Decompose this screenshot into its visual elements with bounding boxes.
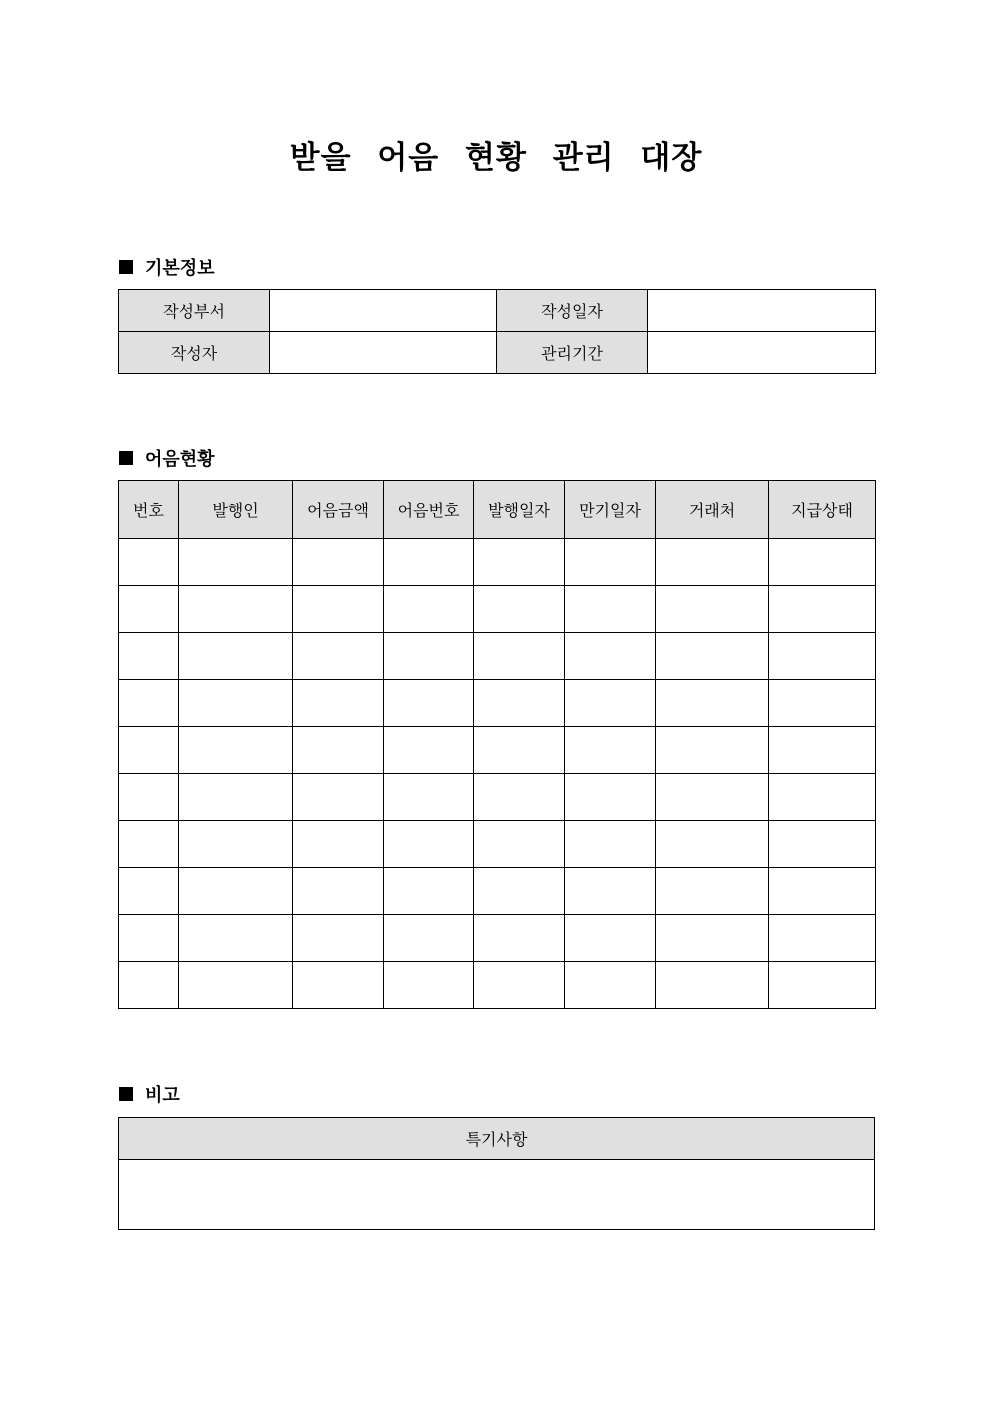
basic-info-table: [118, 289, 876, 374]
table-cell[interactable]: [119, 539, 179, 586]
date-field[interactable]: [648, 290, 876, 332]
table-cell[interactable]: [565, 539, 656, 586]
bill-status-header-row: [119, 481, 876, 539]
table-cell[interactable]: [656, 915, 769, 962]
department-field[interactable]: [270, 290, 497, 332]
table-row: [119, 680, 876, 727]
table-row: [119, 868, 876, 915]
table-cell[interactable]: [474, 774, 565, 821]
remarks-heading: [119, 1081, 180, 1107]
remarks-header-row: [119, 1118, 875, 1160]
table-cell[interactable]: [293, 680, 384, 727]
table-cell[interactable]: [656, 962, 769, 1009]
bill-status-heading-label: 어음현황: [145, 449, 215, 470]
column-header: 발행인: [179, 481, 293, 539]
column-header: 어음번호: [384, 481, 474, 539]
period-label: 관리기간: [497, 332, 648, 374]
table-cell[interactable]: [119, 774, 179, 821]
table-cell[interactable]: [293, 821, 384, 868]
table-cell[interactable]: [384, 633, 474, 680]
table-row: [119, 727, 876, 774]
table-cell[interactable]: [293, 539, 384, 586]
table-cell[interactable]: [656, 539, 769, 586]
special-notes-label: 특기사항: [119, 1118, 875, 1160]
table-row: [119, 915, 876, 962]
table-cell[interactable]: [474, 727, 565, 774]
table-cell[interactable]: [384, 680, 474, 727]
page-title: 받을 어음 현황 관리 대장: [289, 140, 703, 176]
table-cell[interactable]: [179, 539, 293, 586]
table-cell[interactable]: [119, 821, 179, 868]
table-cell[interactable]: [565, 915, 656, 962]
column-header: 발행일자: [474, 481, 565, 539]
table-cell[interactable]: [565, 586, 656, 633]
table-cell[interactable]: [119, 962, 179, 1009]
table-row: [119, 633, 876, 680]
table-row: [119, 586, 876, 633]
author-label: 작성자: [119, 332, 270, 374]
table-cell[interactable]: [384, 586, 474, 633]
table-cell[interactable]: [293, 586, 384, 633]
table-row: [119, 539, 876, 586]
table-cell[interactable]: [769, 727, 876, 774]
table-cell[interactable]: [474, 633, 565, 680]
basic-info-row: [119, 290, 876, 332]
table-cell[interactable]: [384, 539, 474, 586]
period-field[interactable]: [648, 332, 876, 374]
remarks-body-row: [119, 1160, 875, 1230]
table-cell[interactable]: [384, 915, 474, 962]
table-cell[interactable]: [565, 680, 656, 727]
table-cell[interactable]: [293, 962, 384, 1009]
table-cell[interactable]: [119, 586, 179, 633]
table-cell[interactable]: [565, 962, 656, 1009]
table-cell[interactable]: [474, 586, 565, 633]
table-row: [119, 774, 876, 821]
table-cell[interactable]: [656, 821, 769, 868]
table-cell[interactable]: [656, 868, 769, 915]
table-cell[interactable]: [293, 868, 384, 915]
table-cell[interactable]: [656, 774, 769, 821]
table-cell[interactable]: [769, 680, 876, 727]
table-cell[interactable]: [769, 539, 876, 586]
table-cell[interactable]: [474, 821, 565, 868]
table-cell[interactable]: [384, 821, 474, 868]
special-notes-field[interactable]: [119, 1160, 875, 1230]
column-header: 번호: [119, 481, 179, 539]
table-cell[interactable]: [384, 774, 474, 821]
table-cell[interactable]: [119, 915, 179, 962]
table-cell[interactable]: [179, 915, 293, 962]
table-cell[interactable]: [565, 633, 656, 680]
table-cell[interactable]: [565, 727, 656, 774]
author-field[interactable]: [270, 332, 497, 374]
table-cell[interactable]: [179, 680, 293, 727]
table-cell[interactable]: [565, 774, 656, 821]
column-header: 어음금액: [293, 481, 384, 539]
table-cell[interactable]: [293, 774, 384, 821]
table-cell[interactable]: [474, 680, 565, 727]
table-cell[interactable]: [656, 586, 769, 633]
table-cell[interactable]: [474, 868, 565, 915]
table-cell[interactable]: [119, 680, 179, 727]
table-cell[interactable]: [769, 586, 876, 633]
square-bullet-icon: [119, 260, 133, 274]
table-cell[interactable]: [474, 962, 565, 1009]
table-cell[interactable]: [179, 727, 293, 774]
column-header: 지급상태: [769, 481, 876, 539]
table-cell[interactable]: [293, 727, 384, 774]
table-row: [119, 821, 876, 868]
remarks-table: [118, 1117, 875, 1230]
table-cell[interactable]: [384, 727, 474, 774]
table-cell[interactable]: [656, 633, 769, 680]
table-cell[interactable]: [769, 633, 876, 680]
table-cell[interactable]: [474, 539, 565, 586]
square-bullet-icon: [119, 451, 133, 465]
table-cell[interactable]: [565, 868, 656, 915]
column-header: 만기일자: [565, 481, 656, 539]
table-cell[interactable]: [769, 821, 876, 868]
bill-status-heading: [119, 445, 215, 471]
bill-status-table: [118, 480, 876, 1009]
table-cell[interactable]: [179, 586, 293, 633]
table-cell[interactable]: [179, 868, 293, 915]
table-cell[interactable]: [474, 915, 565, 962]
table-cell[interactable]: [565, 821, 656, 868]
table-cell[interactable]: [119, 633, 179, 680]
table-cell[interactable]: [119, 868, 179, 915]
square-bullet-icon: [119, 1087, 133, 1101]
table-cell[interactable]: [769, 962, 876, 1009]
table-cell[interactable]: [656, 727, 769, 774]
column-header: 거래처: [656, 481, 769, 539]
table-cell[interactable]: [119, 727, 179, 774]
table-cell[interactable]: [179, 962, 293, 1009]
table-cell[interactable]: [656, 680, 769, 727]
table-row: [119, 962, 876, 1009]
basic-info-heading: [119, 254, 215, 280]
table-cell[interactable]: [179, 821, 293, 868]
table-cell[interactable]: [769, 915, 876, 962]
date-label: 작성일자: [497, 290, 648, 332]
basic-info-heading-label: 기본정보: [145, 258, 215, 279]
table-cell[interactable]: [179, 774, 293, 821]
table-cell[interactable]: [769, 774, 876, 821]
basic-info-row: [119, 332, 876, 374]
table-cell[interactable]: [769, 868, 876, 915]
table-cell[interactable]: [179, 633, 293, 680]
table-cell[interactable]: [293, 633, 384, 680]
remarks-heading-label: 비고: [145, 1085, 180, 1106]
table-cell[interactable]: [384, 868, 474, 915]
table-cell[interactable]: [384, 962, 474, 1009]
department-label: 작성부서: [119, 290, 270, 332]
table-cell[interactable]: [293, 915, 384, 962]
